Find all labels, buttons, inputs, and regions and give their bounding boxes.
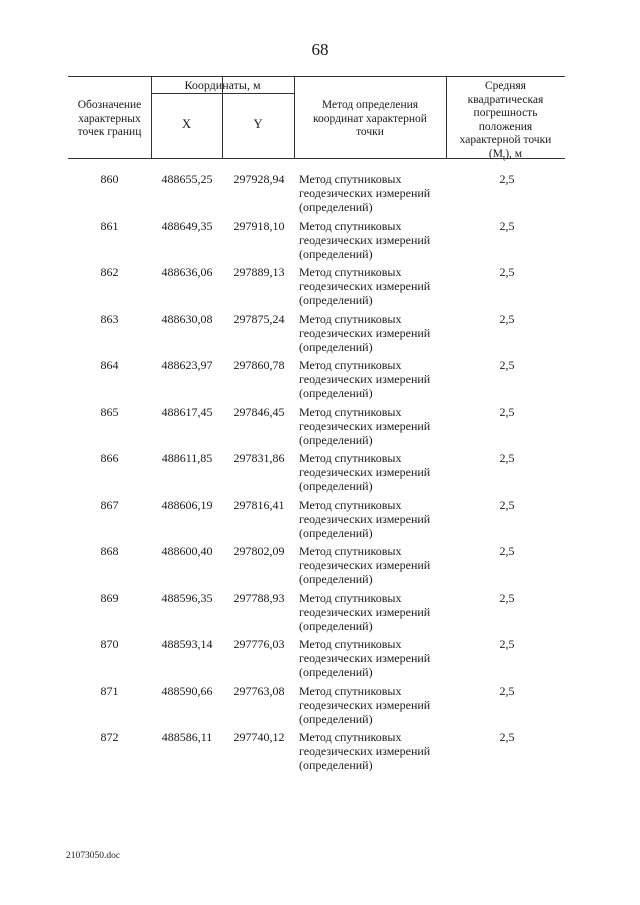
table-row [68, 451, 565, 498]
coord-x: 488593,14 [161, 637, 213, 651]
table-header-top-rule [68, 76, 565, 77]
point-number: 869 [100, 590, 119, 605]
method: Метод спутниковых геодезических измерений (определений) [299, 172, 431, 214]
table-row [68, 591, 565, 638]
coord-x: 488611,85 [161, 451, 213, 465]
mean-error: 2,5 [499, 265, 515, 279]
point-number: 865 [100, 404, 119, 419]
mean-error: 2,5 [499, 311, 515, 326]
coord-x: 488617,45 [161, 404, 213, 419]
point-number: 860 [100, 172, 119, 186]
table-row [68, 358, 565, 405]
table-row [68, 219, 565, 266]
point-number: 866 [100, 451, 119, 465]
coord-y: 297802,09 [233, 544, 285, 558]
coord-x: 488630,08 [161, 311, 213, 326]
coordinates-header-rule [151, 93, 294, 94]
coord-y: 297875,24 [233, 311, 285, 326]
table-row [68, 265, 565, 312]
coord-x: 488600,40 [161, 544, 213, 558]
method: Метод спутниковых геодезических измерений (определений) [299, 497, 431, 540]
point-number: 867 [100, 497, 119, 512]
footer-filename: 21073050.doc [66, 851, 121, 861]
method: Метод спутниковых геодезических измерений (определений) [299, 265, 431, 307]
coord-x: 488649,35 [161, 218, 213, 233]
point-number: 868 [100, 544, 119, 558]
coord-y: 297860,78 [233, 358, 285, 372]
coord-y: 297763,08 [233, 683, 285, 698]
header-x: X [181, 117, 192, 131]
coord-x: 488623,97 [161, 358, 213, 372]
header-designation: Обозначение характерных точек границ [77, 99, 142, 138]
coord-x: 488596,35 [161, 590, 213, 605]
coord-x: 488606,19 [161, 497, 213, 512]
point-number: 872 [100, 730, 119, 744]
coord-y: 297889,13 [233, 265, 285, 279]
coord-y: 297831,86 [233, 451, 285, 465]
mean-error: 2,5 [499, 590, 515, 605]
method: Метод спутниковых геодезических измерений (определений) [299, 451, 431, 493]
header-coordinates: Координаты, м [184, 78, 261, 92]
mean-error: 2,5 [499, 404, 515, 419]
method: Метод спутниковых геодезических измерений (определений) [299, 358, 431, 400]
mean-error: 2,5 [499, 683, 515, 698]
table-row [68, 544, 565, 591]
header-method: Метод определения координат характерной точки [313, 99, 427, 138]
table-row [68, 637, 565, 684]
table-row [68, 730, 565, 777]
table-row [68, 172, 565, 219]
coord-x: 488590,66 [161, 683, 213, 698]
point-number: 861 [100, 218, 119, 233]
table-row [68, 405, 565, 452]
header-y: Y [253, 117, 263, 131]
point-number: 863 [100, 311, 119, 326]
mean-error: 2,5 [499, 451, 515, 465]
method: Метод спутниковых геодезических измерений (определений) [299, 311, 431, 354]
mean-error: 2,5 [499, 358, 515, 372]
mean-error: 2,5 [499, 637, 515, 651]
method: Метод спутниковых геодезических измерений (определений) [299, 590, 431, 633]
table-row [68, 312, 565, 359]
mean-error: 2,5 [499, 218, 515, 233]
method: Метод спутниковых геодезических измерений (определений) [299, 544, 431, 586]
mean-error: 2,5 [499, 544, 515, 558]
point-number: 862 [100, 265, 119, 279]
coord-x: 488636,06 [161, 265, 213, 279]
coord-y: 297918,10 [233, 218, 285, 233]
point-number: 871 [100, 683, 119, 698]
method: Метод спутниковых геодезических измерений (определений) [299, 683, 431, 726]
coord-x: 488586,11 [161, 730, 213, 744]
coord-y: 297928,94 [233, 172, 285, 186]
mean-error: 2,5 [499, 497, 515, 512]
method: Метод спутниковых геодезических измерений (определений) [299, 637, 431, 679]
table-row [68, 498, 565, 545]
point-number: 870 [100, 637, 119, 651]
mean-error: 2,5 [499, 730, 515, 744]
coord-y: 297788,93 [233, 590, 285, 605]
page-number: 68 [311, 40, 329, 59]
coord-x: 488655,25 [161, 172, 213, 186]
coord-y: 297740,12 [233, 730, 285, 744]
coord-y: 297776,03 [233, 637, 285, 651]
coord-y: 297816,41 [233, 497, 285, 512]
header-error: Средняя квадратическая погрешность положения характерной точки $(M_t)$, м [459, 80, 552, 162]
method: Метод спутниковых геодезических измерений (определений) [299, 404, 431, 447]
method: Метод спутниковых геодезических измерений (определений) [299, 218, 431, 261]
coord-y: 297846,45 [233, 404, 285, 419]
method: Метод спутниковых геодезических измерений (определений) [299, 730, 431, 772]
table-row [68, 684, 565, 731]
mean-error: 2,5 [499, 172, 515, 186]
point-number: 864 [100, 358, 119, 372]
